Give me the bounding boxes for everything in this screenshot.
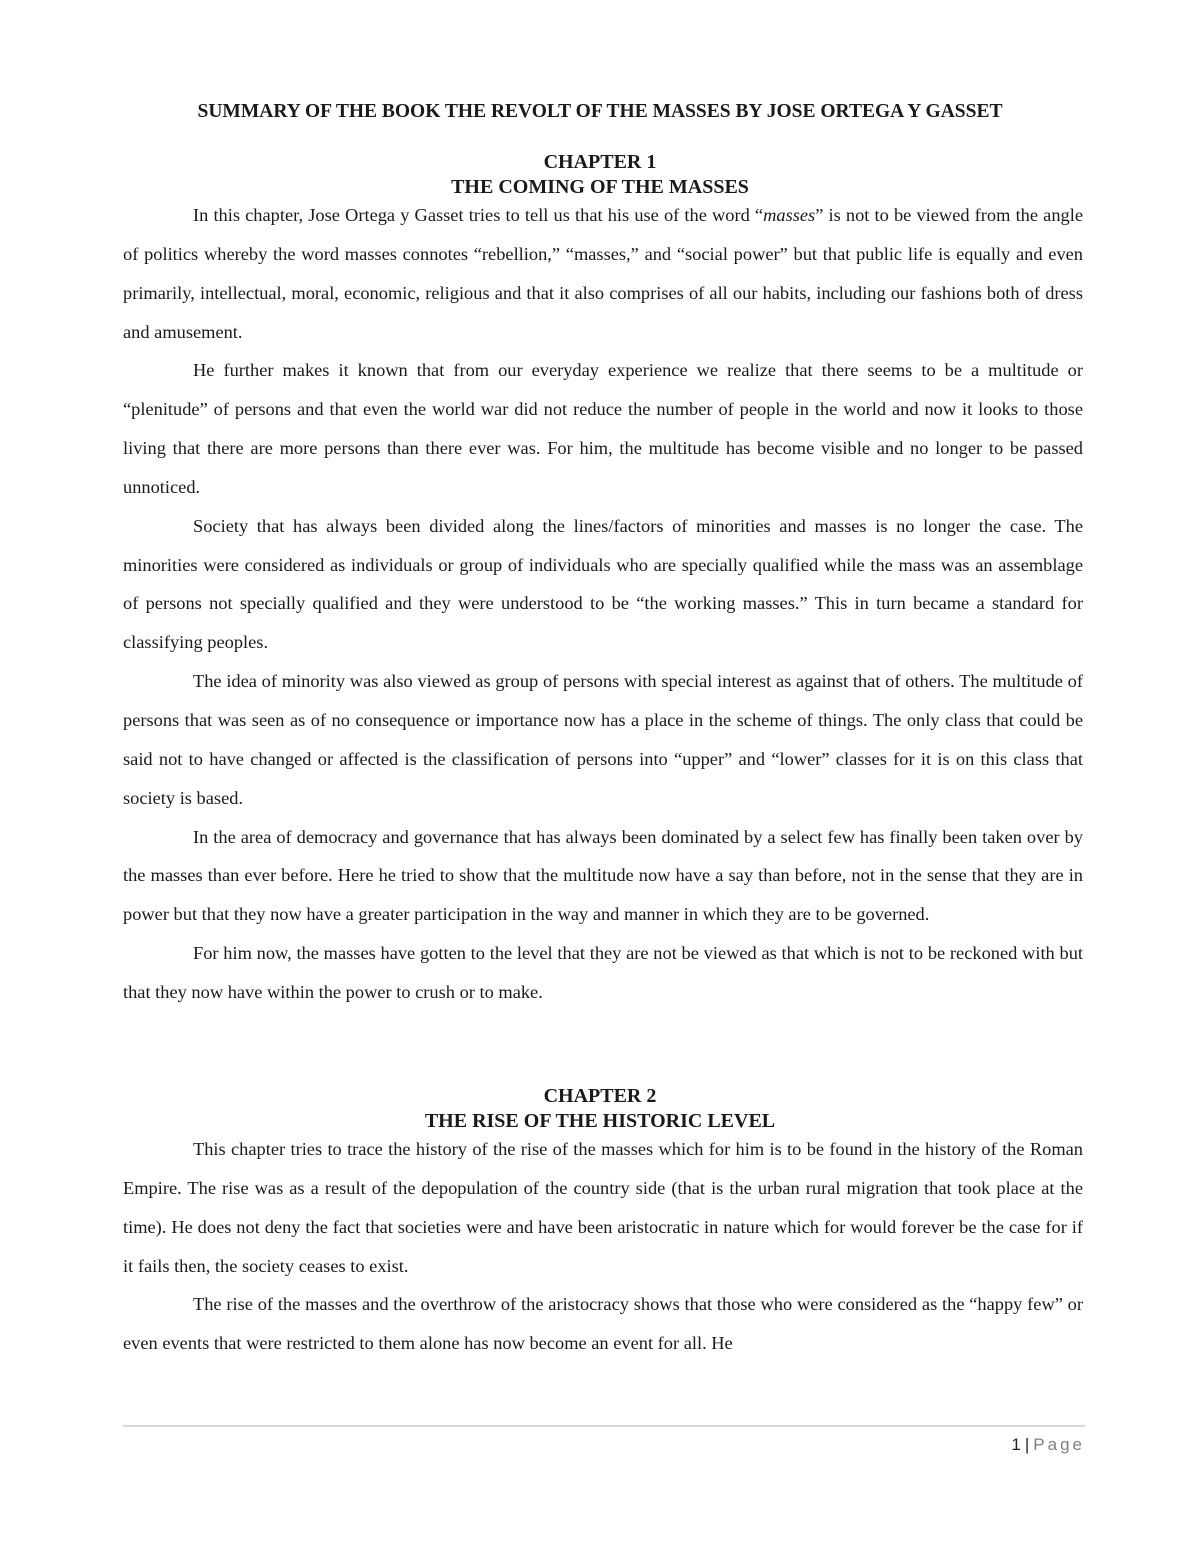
chapter-1-heading (0, 150, 1200, 200)
chapter-2-title: THE RISE OF THE HISTORIC LEVEL (424, 1110, 776, 1132)
chapter-1-paragraph-4: The idea of minority was also viewed as group of persons with special interest as against that of others. The multitude of persons that was seen as of no consequence or importance now has a place in the scheme of things. The only class that could be said not to have changed or affected is the classification of persons into “upper” and “lower” classes for it is on this class that society is based. (123, 671, 1083, 808)
paragraph-text: ” is not to be viewed from the angle of politics whereby the word masses connotes “rebellion,” “masses,” and “social power” but that public life is equally and even primarily, intellectual, moral, economic, religious and that it also comprises of all our habits, including our fashions both of dress and amusement. (123, 205, 1083, 342)
footer-divider (123, 1425, 1085, 1427)
chapter-1-body (123, 196, 1083, 1012)
paragraph-text: In this chapter, Jose Ortega y Gasset tries to tell us that his use of the word “ (193, 205, 764, 225)
chapter-2-paragraph-2: The rise of the masses and the overthrow of the aristocracy shows that those who were considered as the “happy few” or even events that were restricted to them alone has now become an event for all. He (123, 1294, 1083, 1354)
chapter-2-heading (0, 1084, 1200, 1134)
chapter-1-paragraph-2: He further makes it known that from our everyday experience we realize that there seems to be a multitude or “plenitude” of persons and that even the world war did not reduce the number of people in the world and now it looks to those living that there are more persons than there ever was. For him, the multitude has become visible and no longer to be passed unnoticed. (123, 360, 1083, 497)
chapter-1-number: CHAPTER 1 (543, 151, 657, 173)
chapter-2-number: CHAPTER 2 (543, 1085, 657, 1107)
chapter-1-paragraph-6: For him now, the masses have gotten to the level that they are not be viewed as that which is not to be reckoned with but that they now have within the power to crush or to make. (123, 943, 1083, 1002)
chapter-1-paragraph-1 (123, 196, 1083, 351)
chapter-1-paragraph-3: Society that has always been divided along the lines/factors of minorities and masses is no longer the case. The minorities were considered as individuals or group of individuals who are specially qualified while the mass was an assemblage of persons not specially qualified and they were understood to be “the working masses.” This in turn became a standard for classifying peoples. (123, 515, 1083, 653)
document-title: SUMMARY OF THE BOOK THE REVOLT OF THE MASSES BY JOSE ORTEGA Y GASSET (197, 101, 1003, 122)
chapter-1-paragraph-5: In the area of democracy and governance that has always been dominated by a select few has finally been taken over by the masses than ever before. Here he tried to show that the multitude now have a say than before, not in the sense that they are in power but that they now have a greater participation in the way and manner in which they are to be governed. (123, 826, 1083, 925)
page-label: Page (1033, 1435, 1085, 1454)
page-number: 1 (1011, 1435, 1021, 1454)
chapter-2-body (123, 1130, 1083, 1363)
italic-term-masses: masses (763, 205, 816, 225)
footer-separator: | (1024, 1435, 1030, 1454)
chapter-1-title: THE COMING OF THE MASSES (451, 176, 749, 198)
page-footer (1011, 1433, 1085, 1457)
chapter-2-paragraph-1: This chapter tries to trace the history of the rise of the masses which for him is to be found in the history of the Roman Empire. The rise was as a result of the depopulation of the country side (that is the urban rural migration that took place at the time). He does not deny the fact that societies were and have been aristocratic in nature which for would forever be the case for if it fails then, the society ceases to exist. (123, 1139, 1083, 1276)
